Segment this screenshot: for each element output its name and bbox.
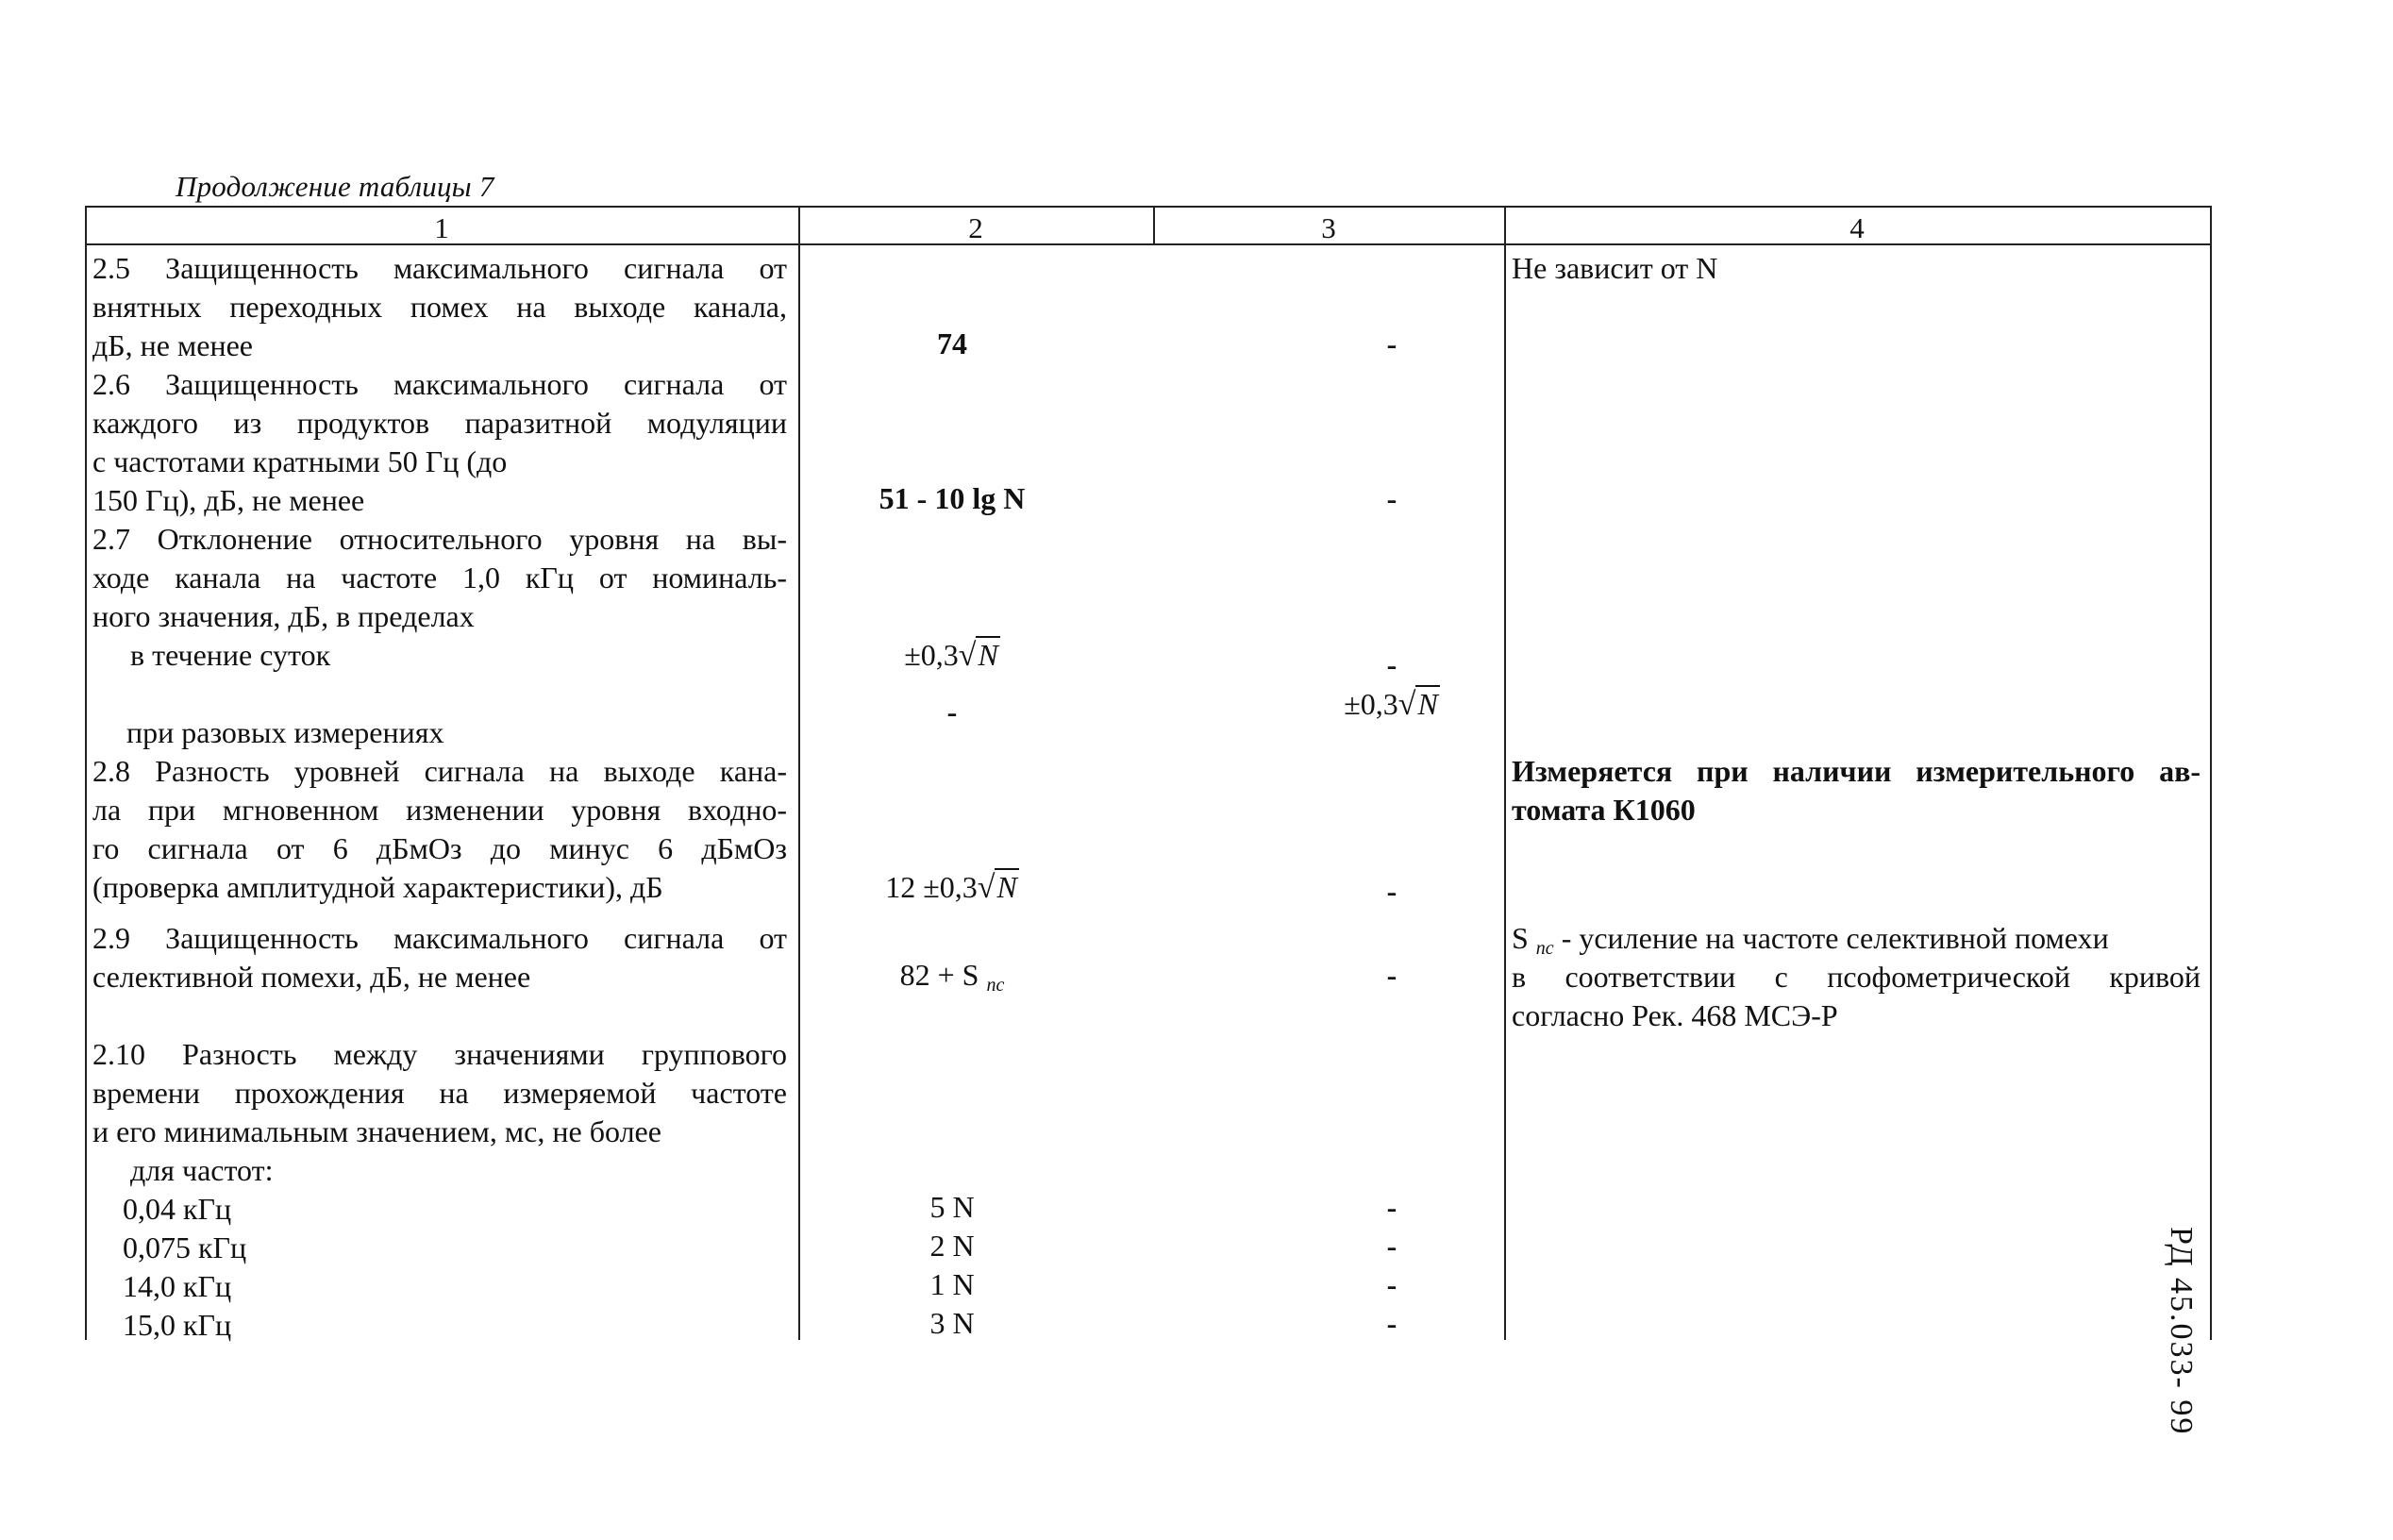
row-2-5-line-2: внятных переходных помех на выходе канала,	[92, 290, 787, 324]
row-2-7-daily-value: ±0,3	[904, 638, 959, 672]
row-2-6-line-2: каждого из продуктов паразитной модуляции	[92, 406, 787, 440]
row-2-7-daily-radicand: N	[978, 638, 998, 672]
row-2-9-subscript: пс	[986, 975, 1005, 996]
row-2-10-line-2: времени прохождения на измеряемой частоте	[92, 1076, 787, 1110]
row-2-9-line-2: селективной помехи, дБ, не менее	[92, 960, 531, 994]
sqrt-icon: √	[977, 870, 996, 905]
freq-col3: -	[1386, 1267, 1397, 1301]
row-2-9-col4-line-3: согласно Рек. 468 МСЭ-Р	[1512, 998, 1838, 1032]
row-2-7-line-2: ходе канала на частоте 1,0 кГц от номиналь-	[92, 561, 787, 594]
row-2-5-line-1: 2.5 Защищенность максимального сигнала от	[92, 251, 787, 285]
row-2-7-single-col3	[1189, 685, 1595, 723]
header-col4: 4	[1849, 211, 1865, 244]
row-2-8-col4-line-2: томата К1060	[1512, 793, 1696, 827]
row-2-8-col3: -	[1386, 874, 1397, 908]
row-2-8-col2	[806, 868, 1098, 906]
document-code: РД 45.033- 99	[2164, 1227, 2199, 1436]
header-col1: 1	[434, 211, 449, 244]
freq-label: 14,0 кГц	[123, 1269, 232, 1303]
row-2-7-daily-col3: -	[1386, 647, 1397, 681]
table-right-border	[2210, 206, 2212, 1340]
freq-label: 15,0 кГц	[123, 1308, 232, 1342]
row-2-7-line-1: 2.7 Отклонение относительного уровня на вы-	[92, 522, 787, 556]
freq-col2: 5 N	[929, 1190, 975, 1224]
table-top-border	[87, 206, 2212, 208]
row-2-8-line-2: ла при мгновенном изменении уровня входно-	[92, 793, 787, 827]
row-2-6-line-4: 150 Гц), дБ, не менее	[92, 483, 365, 517]
row-2-8-line-1: 2.8 Разность уровней сигнала на выходе кана-	[92, 754, 787, 788]
row-2-7-line-3: ного значения, дБ, в пределах	[92, 599, 475, 633]
freq-col2: 1 N	[929, 1267, 975, 1301]
row-2-8-line-3: го сигнала от 6 дБмОз до минус 6 дБмОз	[92, 831, 787, 865]
row-2-9-col4-rest: - усиление на частоте селективной помехи	[1553, 921, 2109, 955]
table-caption: Продолжение таблицы 7	[176, 170, 494, 203]
freq-col3: -	[1386, 1306, 1397, 1340]
row-2-6-col2: 51 - 10 lg N	[879, 481, 1026, 515]
row-2-10-for-freq: для частот:	[130, 1153, 274, 1187]
freq-col2: 2 N	[929, 1229, 975, 1263]
row-2-9-col3: -	[1386, 958, 1397, 992]
freq-col3: -	[1386, 1190, 1397, 1224]
row-2-9-line-1: 2.9 Защищенность максимального сигнала от	[92, 921, 787, 955]
row-2-8-value: 12 ±0,3	[885, 870, 978, 904]
row-2-7-daily-col2	[806, 636, 1098, 674]
row-2-5-col2: 74	[937, 326, 967, 360]
row-2-6-col3: -	[1386, 481, 1397, 515]
row-2-9-col4-line-2: в соответствии с псофометрической кривой	[1512, 960, 2201, 994]
row-2-8-line-4: (проверка амплитудной характеристики), дБ	[92, 870, 663, 904]
freq-label: 0,075 кГц	[123, 1230, 247, 1264]
header-col3: 3	[1321, 211, 1336, 244]
row-2-5-line-3: дБ, не менее	[92, 328, 253, 362]
row-2-7-single-col2: -	[946, 695, 958, 728]
row-2-6-line-3: с частотами кратными 50 Гц (до	[92, 444, 508, 478]
row-2-9-col4-s: S	[1512, 921, 1529, 955]
row-2-5-col4: Не зависит от N	[1512, 251, 1718, 285]
freq-col3: -	[1386, 1229, 1397, 1263]
row-2-8-col4-line-1: Измеряется при наличии измерительного ав-	[1512, 754, 2201, 788]
col3-col4-divider	[1504, 206, 1506, 1340]
row-2-9-col4-subscript: пс	[1535, 938, 1554, 959]
table-left-border	[85, 206, 87, 1340]
sqrt-icon: √	[958, 638, 977, 673]
sqrt-icon: √	[1397, 687, 1416, 722]
row-2-10-line-3: и его минимальным значением, мс, не более	[92, 1114, 661, 1148]
row-2-9-col2	[806, 958, 1098, 996]
freq-col2: 3 N	[929, 1306, 975, 1340]
row-2-7-sub-single: при разовых измерениях	[126, 715, 444, 749]
row-2-9-value: 82 + S	[899, 958, 979, 992]
row-2-8-radicand: N	[996, 870, 1017, 904]
row-2-7-sub-daily: в течение суток	[130, 638, 331, 672]
row-2-5-col3: -	[1386, 326, 1397, 360]
row-2-7-single-radicand: N	[1417, 687, 1438, 721]
row-2-7-single-value: ±0,3	[1344, 687, 1398, 721]
header-col2: 2	[968, 211, 983, 244]
row-2-6-line-1: 2.6 Защищенность максимального сигнала от	[92, 367, 787, 401]
row-2-10-line-1: 2.10 Разность между значениями группового	[92, 1037, 787, 1071]
freq-label: 0,04 кГц	[123, 1192, 232, 1226]
